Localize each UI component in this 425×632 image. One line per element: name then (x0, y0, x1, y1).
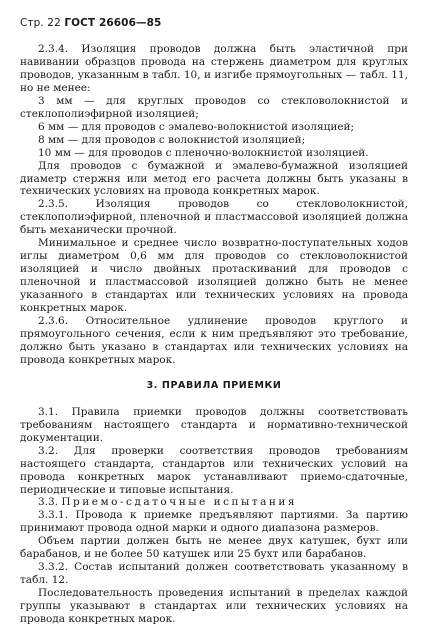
clause-number-3-3: 3.3. (38, 496, 59, 509)
clause-title-acceptance-tests: Приемо-сдаточные испытания (61, 496, 298, 509)
document-body (20, 43, 408, 626)
page-header (20, 17, 161, 29)
page-number: Стр. 22 (20, 17, 61, 29)
paragraph-2-3-6: 2.3.6. Относительное удлинение проводов круглого и прямоугольного сечения, если к ним предъявляют это требование, должно быть указано в стандартах или технических условиях на провода конкретных марок. (20, 315, 408, 366)
paragraph-paper-insulation: Для проводов с бумажной и эмалево-бумажной изоляцией диаметр стержня или метод его расчета должны быть указаны в технических условиях на провода конкретных марок. (20, 159, 408, 198)
paragraph-lot-size: Объем партии должен быть не менее двух катушек, бухт или барабанов, и не более 50 катушек или 25 бухт или барабанов. (20, 535, 408, 561)
paragraph-3-3-2: 3.3.2. Состав испытаний должен соответствовать указанному в табл. 12. (20, 561, 408, 587)
paragraph-test-sequence: Последовательность проведения испытаний в пределах каждой группы указывают в стандартах или технических условиях на провода конкретных марок. (20, 587, 408, 626)
paragraph-2-3-5: 2.3.5. Изоляция проводов со стекловолокнистой, стеклополиэфирной, пленочной и пластмассовой изоляцией должна быть механически прочной. (20, 198, 408, 237)
paragraph-3-3 (20, 496, 408, 509)
list-item-6mm: 6 мм — для проводов с эмалево-волокнистой изоляцией; (38, 120, 355, 133)
paragraph-3-1: 3.1. Правила приемки проводов должны соответствовать требованиям настоящего стандарта и нормативно-технической документации. (20, 405, 408, 444)
paragraph-3-3-1: 3.3.1. Провода к приемке предъявляют партиями. За партию принимают провода одной марки и одного диапазона размеров. (20, 509, 408, 535)
list-item-8mm: 8 мм — для проводов с волокнистой изоляцией; (38, 133, 306, 146)
paragraph-3-2: 3.2. Для проверки соответствия проводов требованиям настоящего стандарта, стандартов или технических условий на провода конкретных марок устанавливают приемо-сдаточные, периодические и типовые испытания. (20, 444, 408, 496)
paragraph-2-3-4: 2.3.4. Изоляция проводов должна быть эластичной при навивании образцов провода на стержень диаметром для круглых проводов, указанным в табл. 10, и изгибе прямоугольных — табл. 11, но не менее: (20, 43, 408, 94)
list-item-10mm: 10 мм — для проводов с пленочно-волокнистой изоляцией. (38, 146, 369, 159)
standard-designation: ГОСТ 26606—85 (64, 17, 162, 29)
list-item-3mm: 3 мм — для круглых проводов со стекловолокнистой и стеклополиэфирной изоляцией; (20, 94, 408, 120)
section-title-acceptance-rules: 3. ПРАВИЛА ПРИЕМКИ (146, 379, 282, 391)
paragraph-needle-passes: Минимальное и среднее число возвратно-поступательных ходов иглы диаметром 0,6 мм для проводов со стекловолокнистой изоляцией и число двойных протаскиваний для проводов с пленочной и пластмассовой изоляцией должно быть не менее указанного в стандартах или технических условиях на провода конкретных марок. (20, 237, 408, 315)
